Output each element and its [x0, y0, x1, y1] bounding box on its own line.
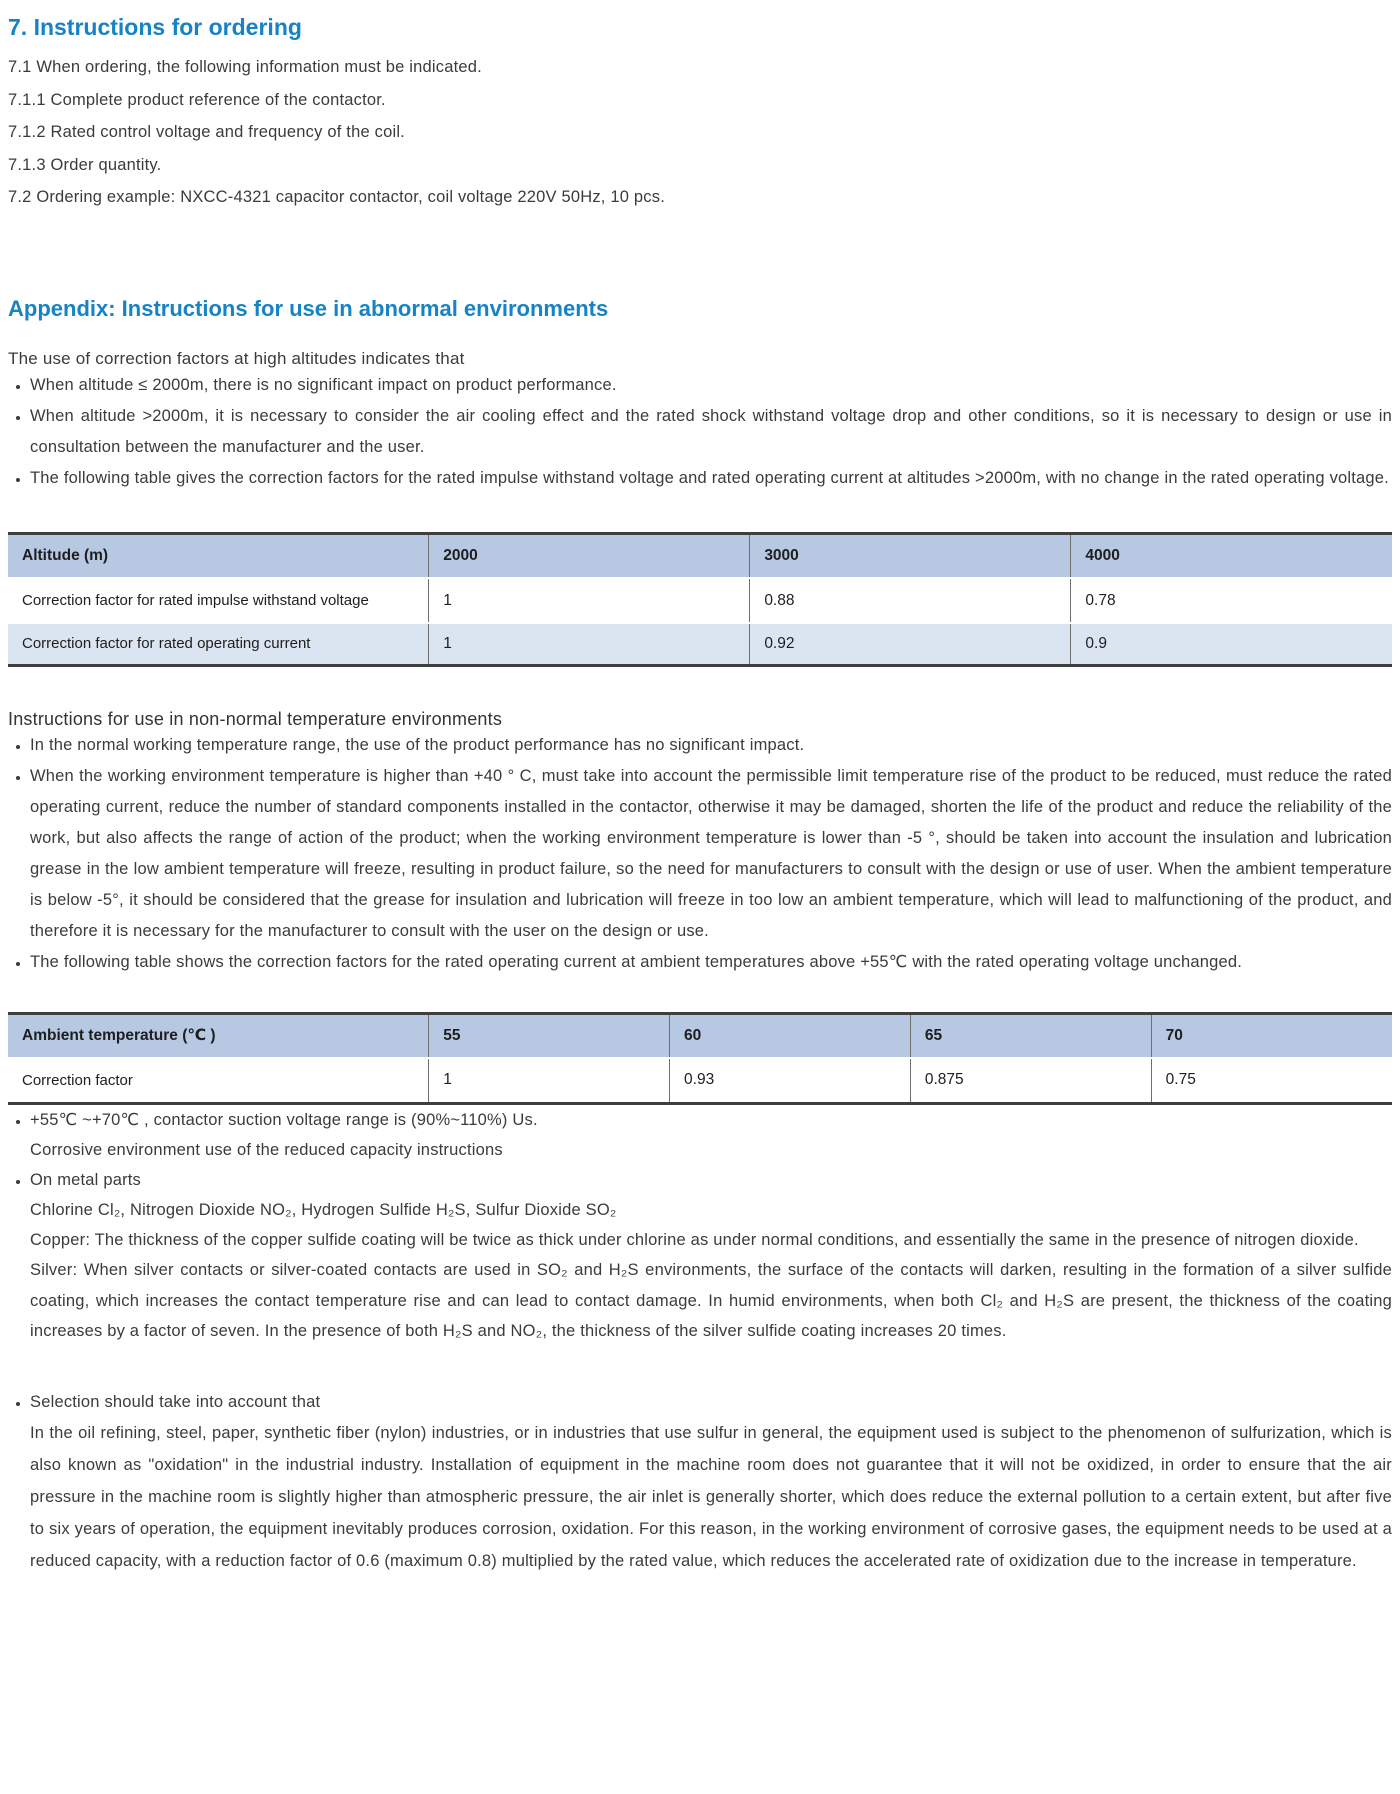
corrosive-subtitle: Corrosive environment use of the reduced capacity instructions [30, 1140, 503, 1159]
table-row-correction-factor [8, 1058, 1392, 1103]
temperature-correction-table [8, 1012, 1392, 1105]
table-cell: 0.93 [670, 1058, 911, 1103]
temperature-bullet-3: • The following table shows the correction factors for the rated operating current at ambient temperatures above +55℃ with the rated operating voltage unchanged. [30, 947, 1392, 978]
altitude-correction-table [8, 532, 1392, 667]
ordering-list [8, 51, 1392, 214]
temperature-table-header-row [8, 1013, 1392, 1058]
altitude-table-header-4000: 4000 [1071, 533, 1392, 578]
ordering-item-7-1: 7.1 When ordering, the following information must be indicated. [8, 58, 482, 76]
temperature-table-header-label: Ambient temperature (℃ ) [8, 1013, 429, 1058]
table-cell: 1 [429, 623, 750, 665]
table-cell: Correction factor for rated impulse withstand voltage [8, 578, 429, 623]
table-cell: 1 [429, 578, 750, 623]
silver-paragraph: Silver: When silver contacts or silver-coated contacts are used in SO₂ and H₂S environments, the surface of the contacts will darken, resulting in the formation of a silver sulfide coating, which increases the contact temperature rise and can lead to contact damage. In humid environments, when both Cl₂ and H₂S are present, the thickness of the coating increases by a factor of seven. In the presence of both H₂S and NO₂, the thickness of the silver sulfide coating increases 20 times. [30, 1261, 1392, 1340]
ordering-item-7-2: 7.2 Ordering example: NXCC-4321 capacitor contactor, coil voltage 220V 50Hz, 10 pcs. [8, 188, 665, 206]
section7-title: 7. Instructions for ordering [8, 14, 302, 40]
altitude-bullet-2: • When altitude >2000m, it is necessary to consider the air cooling effect and the rated shock withstand voltage drop and other conditions, so it is necessary to design or use in consultation between the manufacturer and the user. [30, 401, 1392, 463]
altitude-table-header-2000: 2000 [429, 533, 750, 578]
altitude-bullet-1: • When altitude ≤ 2000m, there is no significant impact on product performance. [30, 370, 1392, 401]
chemicals-line: Chlorine Cl₂, Nitrogen Dioxide NO₂, Hydrogen Sulfide H₂S, Sulfur Dioxide SO₂ [30, 1200, 617, 1219]
table-row-impulse-voltage [8, 578, 1392, 623]
corrosive-bullet-suction [30, 1105, 1392, 1165]
table-cell: 1 [429, 1058, 670, 1103]
altitude-table-header-label: Altitude (m) [8, 533, 429, 578]
corrosive-bullet-selection [30, 1387, 1392, 1577]
table-cell: Correction factor for rated operating current [8, 623, 429, 665]
table-cell: 0.92 [750, 623, 1071, 665]
ordering-item-7-1-2: 7.1.2 Rated control voltage and frequency of the coil. [8, 123, 405, 141]
appendix-title: Appendix: Instructions for use in abnormal environments [8, 295, 609, 321]
table-cell: 0.75 [1151, 1058, 1392, 1103]
table-cell: 0.9 [1071, 623, 1392, 665]
temperature-table-header-65: 65 [910, 1013, 1151, 1058]
temperature-bullet-1: • In the normal working temperature range, the use of the product performance has no significant impact. [30, 730, 1392, 761]
corrosive-bullet-list [8, 1105, 1392, 1577]
temperature-bullet-2: • When the working environment temperature is higher than +40 ° C, must take into account the permissible limit temperature rise of the product to be reduced, must reduce the rated operating current, reduce the number of standard components installed in the contactor, otherwise it may be damaged, shorten the life of the product and reduce the reliability of the work, but also affects the range of action of the product; when the working environment temperature is lower than -5 °, should be taken into account the insulation and lubrication grease in the low ambient temperature will freeze, resulting in product failure, so the need for manufacturers to consult with the design or use of user. When the ambient temperature is below -5°, it should be considered that the grease for insulation and lubrication will freeze in too low an ambient temperature, which will lead to malfunctioning of the product, and therefore it is necessary for the manufacturer to consult with the user on the design or use. [30, 761, 1392, 947]
altitude-table-header-row [8, 533, 1392, 578]
temperature-table-header-70: 70 [1151, 1013, 1392, 1058]
corrosive-bullet-metal-parts [30, 1165, 1392, 1347]
table-cell: Correction factor [8, 1058, 429, 1103]
altitude-bullet-list [8, 370, 1392, 494]
table-cell: 0.78 [1071, 578, 1392, 623]
altitude-bullet-3: • The following table gives the correction factors for the rated impulse withstand voltage and rated operating current at altitudes >2000m, with no change in the rated operating voltage. [30, 463, 1392, 494]
temperature-section-title: Instructions for use in non-normal temperature environments [8, 708, 503, 729]
suction-voltage-line: • +55℃ ~+70℃ , contactor suction voltage range is (90%~110%) Us. [30, 1110, 538, 1129]
table-cell: 0.875 [910, 1058, 1151, 1103]
table-cell: 0.88 [750, 578, 1071, 623]
metal-parts-line: • On metal parts [30, 1170, 142, 1189]
altitude-intro: The use of correction factors at high altitudes indicates that [8, 348, 465, 368]
temperature-bullet-list [8, 730, 1392, 978]
temperature-table-header-60: 60 [670, 1013, 911, 1058]
selection-paragraph: In the oil refining, steel, paper, synthetic fiber (nylon) industries, or in industries that use sulfur in general, the equipment used is subject to the phenomenon of sulfurization, which is also known as "oxidation" in the industrial industry. Installation of equipment in the machine room does not guarantee that it will not be oxidized, in order to ensure that the air pressure in the machine room is slightly higher than atmospheric pressure, the air inlet is generally shorter, which does reduce the external pollution to a certain extent, but after five to six years of operation, the equipment inevitably produces corrosion, oxidation. For this reason, in the working environment of corrosive gases, the equipment needs to be used at a reduced capacity, with a reduction factor of 0.6 (maximum 0.8) multiplied by the rated value, which reduces the accelerated rate of oxidization due to the increase in temperature. [30, 1423, 1392, 1570]
temperature-table-header-55: 55 [429, 1013, 670, 1058]
table-row-operating-current [8, 623, 1392, 665]
ordering-item-7-1-1: 7.1.1 Complete product reference of the contactor. [8, 90, 386, 109]
altitude-table-header-3000: 3000 [750, 533, 1071, 578]
selection-line: • Selection should take into account that [30, 1392, 321, 1411]
copper-paragraph: Copper: The thickness of the copper sulfide coating will be twice as thick under chlorine as under normal conditions, and essentially the same in the presence of nitrogen dioxide. [30, 1230, 1359, 1249]
ordering-item-7-1-3: 7.1.3 Order quantity. [8, 155, 162, 174]
